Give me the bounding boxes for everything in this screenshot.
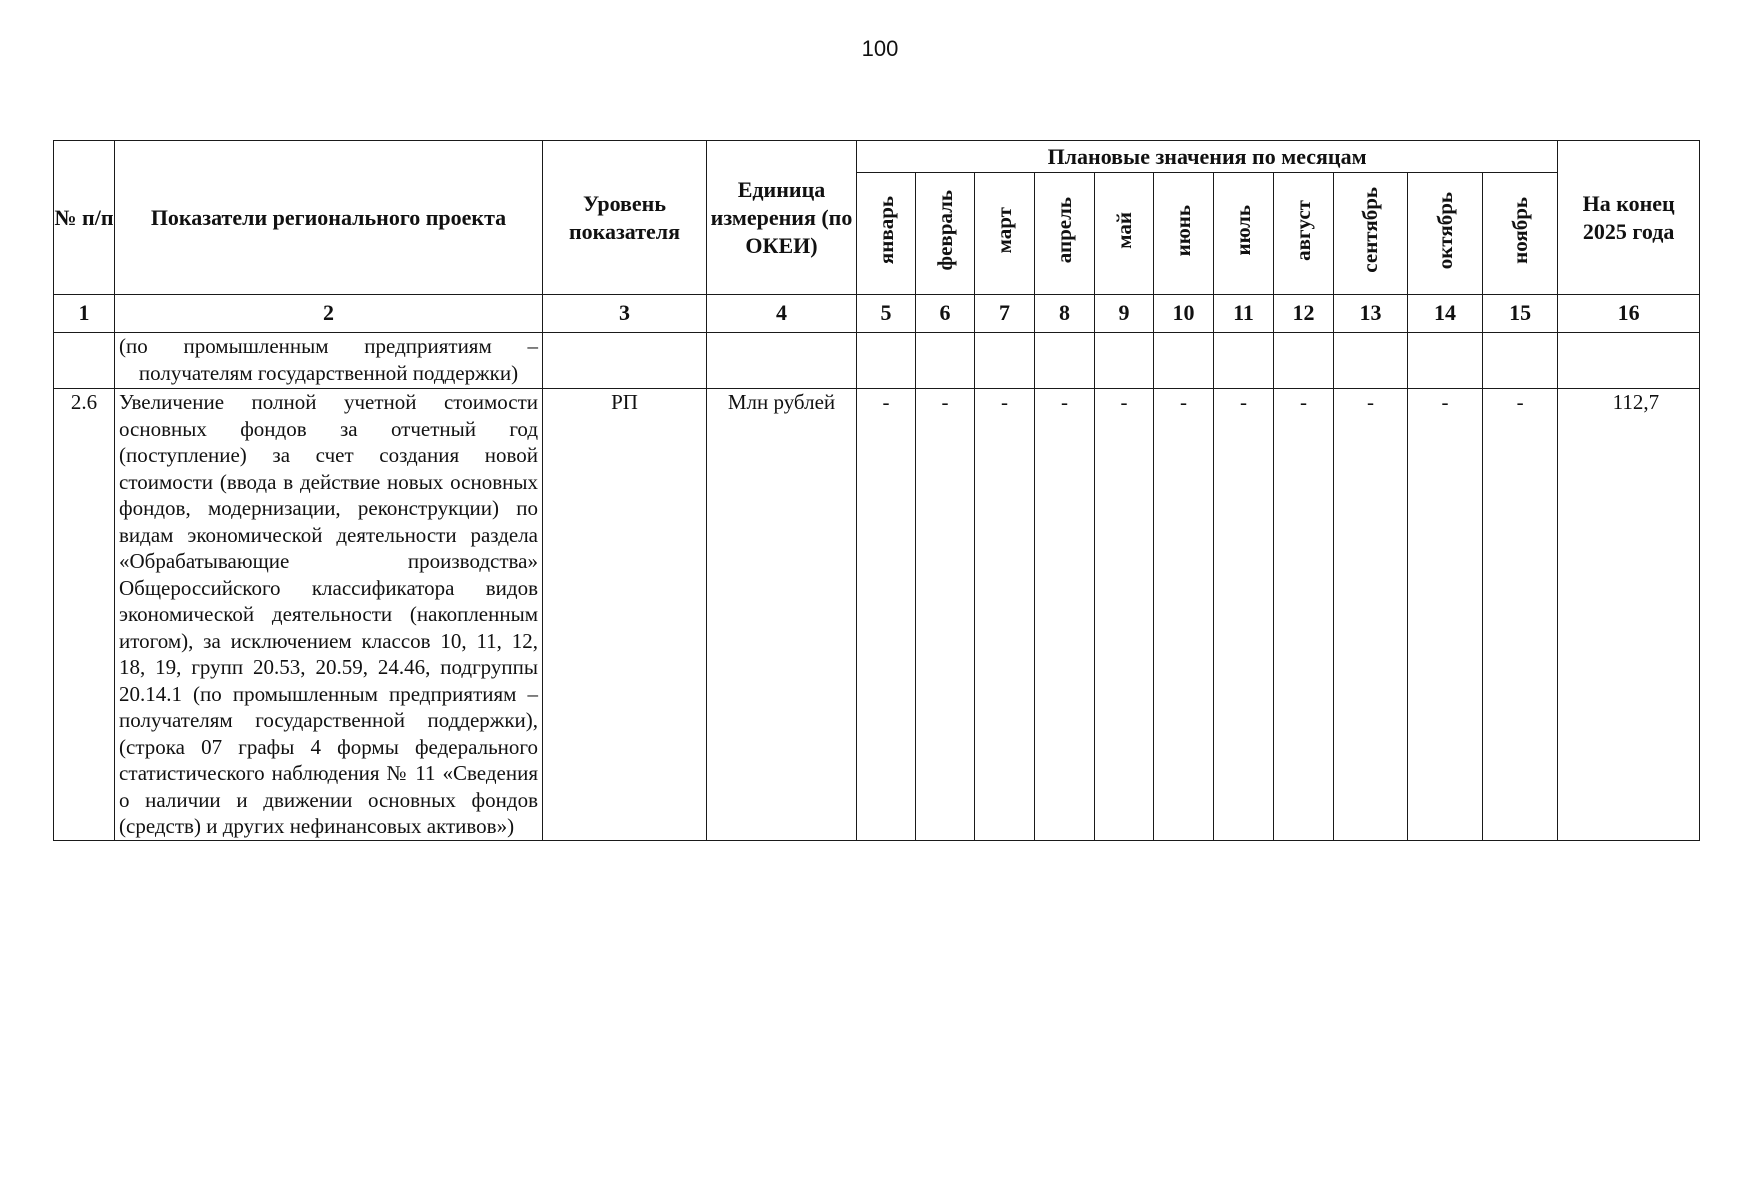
month-value: - [1095, 389, 1154, 841]
month-value: - [1274, 389, 1334, 841]
header-month: май [1095, 173, 1154, 295]
indicator-level: РП [543, 389, 707, 841]
empty-cell [54, 333, 115, 389]
month-value: - [1483, 389, 1558, 841]
column-number: 13 [1334, 295, 1408, 333]
month-value: - [975, 389, 1035, 841]
table-row [54, 389, 1700, 841]
column-number: 10 [1154, 295, 1214, 333]
indicator-description: Увеличение полной учетной стоимости основных фондов за отчетный год (поступление) за счет создания новой стоимости (ввода в действие новых основных фондов, модернизации, реконструкции) по видам экономической деятельности раздела «Обрабатывающие производства» Общероссийского классификатора видов экономической деятельности (накопленным итогом), за исключением классов 10, 11, 12, 18, 19, групп 20.53, 20.59, 24.46, подгруппы 20.14.1 (по промышленным предприятиям – получателям государственной поддержки), (строка 07 графы 4 формы федерального статистического наблюдения № 11 «Сведения о наличии и движении основных фондов (средств) и других нефинансовых активов») [115, 389, 543, 841]
end-of-year-value: 112,7 [1558, 389, 1700, 841]
continuation-text: (по промышленным предприятиям – получателям государственной поддержки) [115, 333, 543, 389]
empty-cell [975, 333, 1035, 389]
empty-cell [1095, 333, 1154, 389]
empty-cell [1214, 333, 1274, 389]
empty-cell [1408, 333, 1483, 389]
empty-cell [1154, 333, 1214, 389]
empty-cell [1558, 333, 1700, 389]
header-planned: Плановые значения по месяцам [857, 141, 1558, 173]
column-number: 14 [1408, 295, 1483, 333]
column-number: 9 [1095, 295, 1154, 333]
header-month: ноябрь [1483, 173, 1558, 295]
header-row-1 [54, 141, 1700, 173]
header-month: октябрь [1408, 173, 1483, 295]
column-number: 12 [1274, 295, 1334, 333]
column-number: 7 [975, 295, 1035, 333]
empty-cell [543, 333, 707, 389]
column-number: 3 [543, 295, 707, 333]
empty-cell [857, 333, 916, 389]
month-value: - [1154, 389, 1214, 841]
header-num: № п/п [54, 141, 115, 295]
column-number: 8 [1035, 295, 1095, 333]
column-number: 1 [54, 295, 115, 333]
indicators-table [53, 140, 1700, 841]
empty-cell [916, 333, 975, 389]
header-unit: Единица измерения (по ОКЕИ) [707, 141, 857, 295]
header-month: июль [1214, 173, 1274, 295]
empty-cell [1035, 333, 1095, 389]
column-number: 6 [916, 295, 975, 333]
month-value: - [1334, 389, 1408, 841]
column-number: 16 [1558, 295, 1700, 333]
column-number: 15 [1483, 295, 1558, 333]
header-indicator: Показатели регионального проекта [115, 141, 543, 295]
month-value: - [857, 389, 916, 841]
header-month: апрель [1035, 173, 1095, 295]
continuation-row [54, 333, 1700, 389]
column-number: 2 [115, 295, 543, 333]
header-month: июнь [1154, 173, 1214, 295]
header-month: январь [857, 173, 916, 295]
month-value: - [916, 389, 975, 841]
header-month: февраль [916, 173, 975, 295]
row-number: 2.6 [54, 389, 115, 841]
header-level: Уровень показателя [543, 141, 707, 295]
header-month: март [975, 173, 1035, 295]
month-value: - [1214, 389, 1274, 841]
column-number-row [54, 295, 1700, 333]
month-value: - [1035, 389, 1095, 841]
month-value: - [1408, 389, 1483, 841]
empty-cell [1274, 333, 1334, 389]
column-number: 5 [857, 295, 916, 333]
header-month: август [1274, 173, 1334, 295]
empty-cell [1483, 333, 1558, 389]
header-month: сентябрь [1334, 173, 1408, 295]
empty-cell [1334, 333, 1408, 389]
indicator-unit: Млн рублей [707, 389, 857, 841]
empty-cell [707, 333, 857, 389]
page-number: 100 [861, 36, 899, 61]
header-end: На конец 2025 года [1558, 141, 1700, 295]
column-number: 11 [1214, 295, 1274, 333]
column-number: 4 [707, 295, 857, 333]
